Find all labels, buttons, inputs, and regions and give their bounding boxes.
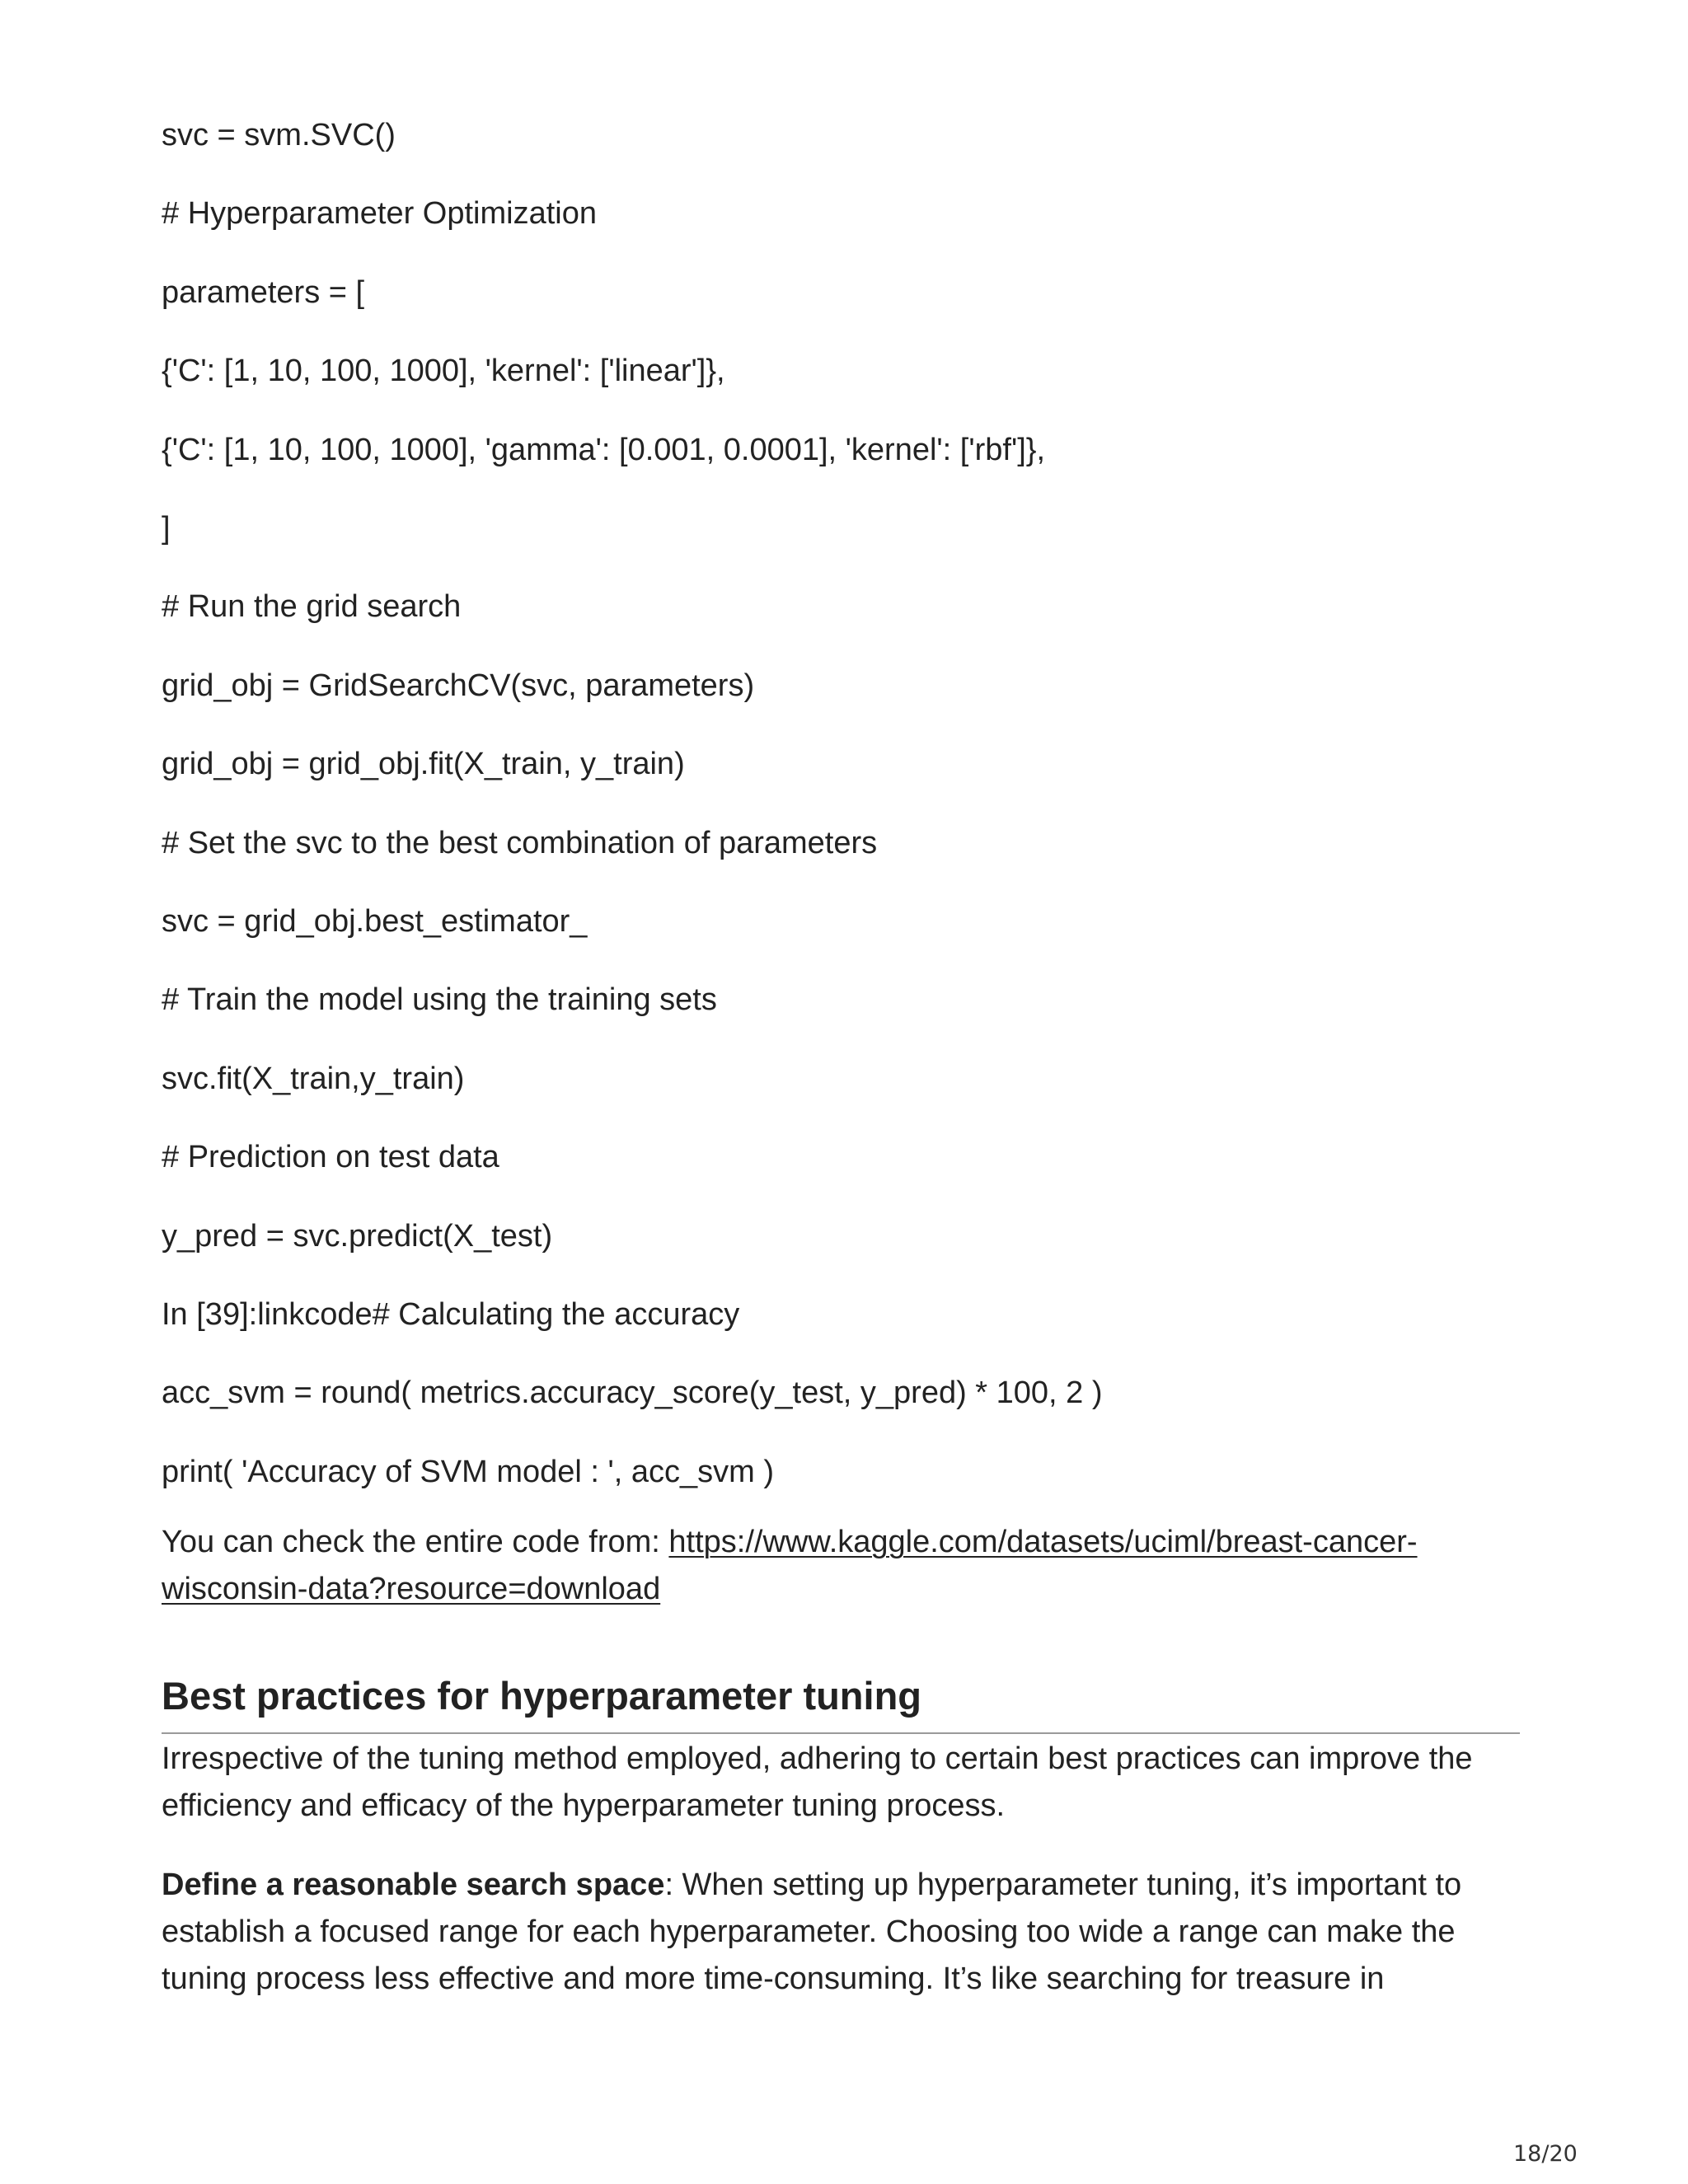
code-line: svc = grid_obj.best_estimator_ — [162, 904, 588, 939]
code-line: # Run the grid search — [162, 589, 462, 624]
code-line: y_pred = svc.predict(X_test) — [162, 1219, 553, 1254]
kaggle-dataset-link[interactable]: https://www.kaggle.com/datasets/uciml/breast-cancer-wisconsin-data?resource=download — [162, 1525, 1418, 1606]
code-line: {'C': [1, 10, 100, 1000], 'gamma': [0.001, 0.0001], 'kernel': ['rbf']}, — [162, 433, 1046, 467]
code-line: ] — [162, 511, 171, 546]
section-intro: Irrespective of the tuning method employed, adhering to certain best practices can improve the efficiency and efficacy of the hyperparameter tuning process. — [162, 1741, 1473, 1823]
code-line: In [39]:linkcode# Calculating the accuracy — [162, 1297, 740, 1332]
code-line: # Hyperparameter Optimization — [162, 196, 597, 231]
code-line: # Set the svc to the best combination of parameters — [162, 826, 878, 860]
source-note-prefix: You can check the entire code from: — [162, 1525, 669, 1559]
section-heading: Best practices for hyperparameter tuning — [162, 1671, 1520, 1734]
code-line: # Train the model using the training sets — [162, 982, 717, 1017]
code-line: print( 'Accuracy of SVM model : ', acc_svm ) — [162, 1455, 775, 1489]
code-line: parameters = [ — [162, 275, 365, 310]
code-line: svc.fit(X_train,y_train) — [162, 1062, 465, 1096]
search-space-text: : When setting up hyperparameter tuning, it’s important to establish a focused range for each hyperparameter. Choosing too wide a range can make the tuning process less effective and more time-consuming. It’s like searching for treasure in — [162, 1868, 1462, 1996]
page-number: 18/20 — [1513, 2141, 1578, 2167]
code-line: grid_obj = grid_obj.fit(X_train, y_train) — [162, 747, 685, 781]
code-line: svc = svm.SVC() — [162, 118, 396, 152]
code-line: # Prediction on test data — [162, 1140, 499, 1174]
code-line: acc_svm = round( metrics.accuracy_score(y_test, y_pred) * 100, 2 ) — [162, 1376, 1103, 1410]
code-line: grid_obj = GridSearchCV(svc, parameters) — [162, 668, 755, 703]
code-line: {'C': [1, 10, 100, 1000], 'kernel': ['linear']}, — [162, 354, 725, 388]
search-space-paragraph — [162, 1862, 1522, 2003]
source-note — [162, 1519, 1522, 1613]
search-space-term: Define a reasonable search space — [162, 1868, 665, 1902]
